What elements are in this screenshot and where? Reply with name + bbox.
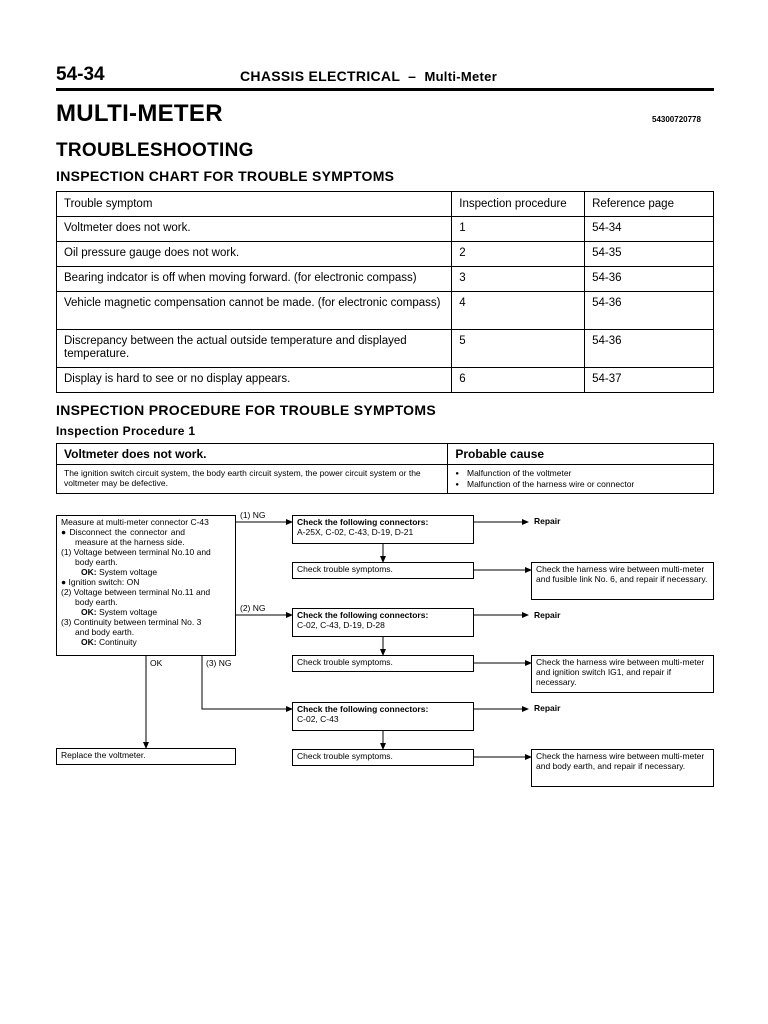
- document-code: 54300720778: [652, 115, 701, 124]
- measure-line: ● Ignition switch: ON: [61, 577, 140, 587]
- symptom-cell: Display is hard to see or no display appears.: [57, 368, 452, 393]
- connector-list: C-02, C-43: [297, 714, 339, 724]
- measure-line: body earth.: [75, 557, 118, 567]
- symptom-cell: Voltmeter does not work.: [57, 217, 452, 242]
- connector-list: A-25X, C-02, C-43, D-19, D-21: [297, 527, 414, 537]
- measure-line: (2) Voltage between terminal No.11 and: [61, 587, 211, 597]
- ng2-label: (2) NG: [240, 603, 266, 613]
- measure-ok-line: [61, 607, 231, 617]
- measure-line: (1) Voltage between terminal No.10 and: [61, 547, 211, 557]
- probable-cause-header: Probable cause: [448, 444, 714, 465]
- reference-cell: 54-37: [585, 368, 714, 393]
- procedure-cell: 6: [452, 368, 585, 393]
- ng1-label: (1) NG: [240, 510, 266, 520]
- chart-heading: INSPECTION CHART FOR TROUBLE SYMPTOMS: [56, 168, 395, 184]
- measure-ok-line: [61, 567, 231, 577]
- column-header: Inspection procedure: [452, 192, 585, 217]
- ok-value: System voltage: [98, 567, 158, 577]
- check-trouble-box-1: Check trouble symptoms.: [292, 562, 474, 579]
- header-dash: –: [408, 68, 417, 84]
- symptom-cell: Oil pressure gauge does not work.: [57, 242, 452, 267]
- reference-cell: 54-34: [585, 217, 714, 242]
- ok-label: OK:: [81, 637, 97, 647]
- check-connectors-box-2: [292, 608, 474, 637]
- cause-item: ● Malfunction of the harness wire or connector: [455, 479, 706, 490]
- harness-check-box-3: Check the harness wire between multi-meter and body earth, and repair if necessary.: [531, 749, 714, 787]
- reference-cell: 54-36: [585, 267, 714, 292]
- reference-cell: 54-36: [585, 292, 714, 330]
- measure-line: ● Disconnect the connector and: [61, 527, 185, 537]
- harness-check-box-1: Check the harness wire between multi-meter and fusible link No. 6, and repair if necessary.: [531, 562, 714, 600]
- ok-value: System voltage: [98, 607, 158, 617]
- ok-branch-label: OK: [150, 658, 163, 668]
- repair-label-2: Repair: [534, 610, 561, 620]
- check-trouble-box-3: Check trouble symptoms.: [292, 749, 474, 766]
- reference-cell: 54-36: [585, 330, 714, 368]
- measure-box: [56, 515, 236, 656]
- ng3-label: (3) NG: [206, 658, 232, 668]
- check-title: Check the following connectors:: [297, 517, 429, 527]
- column-header: Reference page: [585, 192, 714, 217]
- measure-line: (3) Continuity between terminal No. 3: [61, 617, 202, 627]
- measure-line: measure at the harness side.: [75, 537, 185, 547]
- repair-label-1: Repair: [534, 516, 561, 526]
- symptom-cell: Vehicle magnetic compensation cannot be made. (for electronic compass): [57, 292, 452, 330]
- replace-voltmeter-box: Replace the voltmeter.: [56, 748, 236, 765]
- ok-label: OK:: [81, 607, 97, 617]
- symptom-header: Voltmeter does not work.: [57, 444, 448, 465]
- procedure-cell: 1: [452, 217, 585, 242]
- check-title: Check the following connectors:: [297, 704, 429, 714]
- harness-check-box-2: Check the harness wire between multi-meter and ignition switch IG1, and repair if necessary.: [531, 655, 714, 693]
- section-title: CHASSIS ELECTRICAL: [240, 68, 400, 84]
- check-connectors-box-3: [292, 702, 474, 731]
- cause-item: ● Malfunction of the voltmeter: [455, 468, 706, 479]
- measure-line: body earth.: [75, 597, 118, 607]
- ok-label: OK:: [81, 567, 97, 577]
- check-connectors-box-1: [292, 515, 474, 544]
- reference-cell: 54-35: [585, 242, 714, 267]
- subsection-title: Multi-Meter: [424, 69, 498, 84]
- measure-line: Measure at multi-meter connector C-43: [61, 517, 209, 527]
- troubleshooting-heading: TROUBLESHOOTING: [56, 140, 254, 161]
- symptom-description: The ignition switch circuit system, the body earth circuit system, the power circuit system or the voltmeter may be defective.: [57, 465, 448, 494]
- symptom-cell: Bearing indcator is off when moving forward. (for electronic compass): [57, 267, 452, 292]
- column-header: Trouble symptom: [57, 192, 452, 217]
- procedure-subheading: Inspection Procedure 1: [56, 424, 196, 438]
- check-title: Check the following connectors:: [297, 610, 429, 620]
- repair-label-3: Repair: [534, 703, 561, 713]
- measure-line: and body earth.: [75, 627, 135, 637]
- procedure-cell: 3: [452, 267, 585, 292]
- procedure-cell: 4: [452, 292, 585, 330]
- page-title: MULTI-METER: [56, 100, 223, 127]
- procedure-heading: INSPECTION PROCEDURE FOR TROUBLE SYMPTOMS: [56, 402, 436, 418]
- procedure-cell: 5: [452, 330, 585, 368]
- page-number: 54-34: [56, 64, 105, 85]
- procedure-cell: 2: [452, 242, 585, 267]
- ok-value: Continuity: [98, 637, 137, 647]
- measure-ok-line: [61, 637, 231, 647]
- connector-list: C-02, C-43, D-19, D-28: [297, 620, 385, 630]
- check-trouble-box-2: Check trouble symptoms.: [292, 655, 474, 672]
- symptom-cell: Discrepancy between the actual outside temperature and displayed temperature.: [57, 330, 452, 368]
